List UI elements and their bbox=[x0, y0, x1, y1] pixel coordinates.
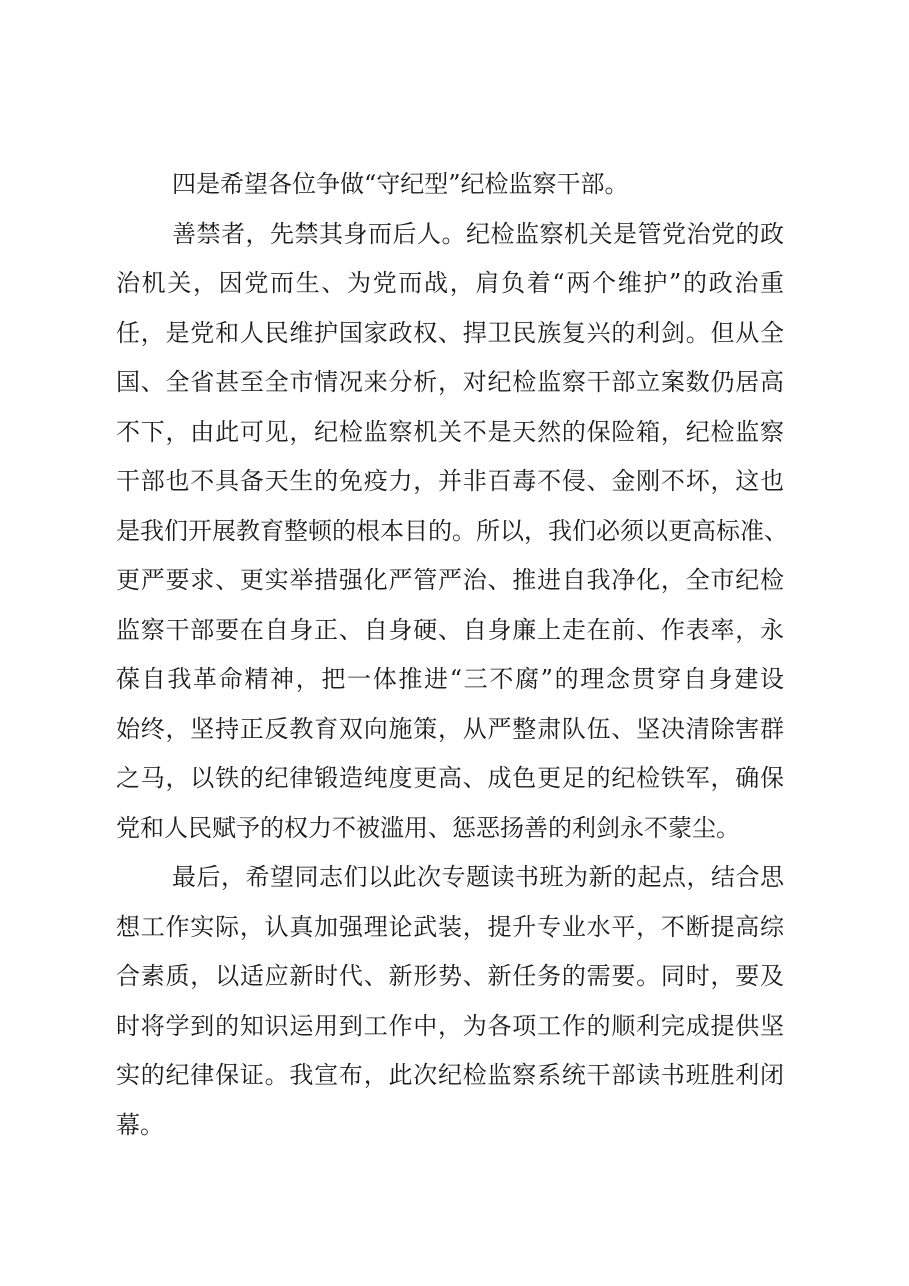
paragraph-1 bbox=[116, 160, 784, 210]
paragraph-line: 监察干部要在自身正、自身硬、自身廉上走在前、作表率，永 bbox=[116, 615, 784, 644]
paragraph-line: 四是希望各位争做“守纪型”纪检监察干部。 bbox=[172, 170, 629, 198]
paragraph-line: 是我们开展教育整顿的根本目的。所以，我们必须以更高标准、 bbox=[116, 516, 788, 545]
paragraph-2 bbox=[116, 210, 788, 854]
paragraph-line: 幕。 bbox=[116, 1110, 164, 1139]
paragraph-line: 任，是党和人民维护国家政权、捍卫民族复兴的利剑。但从全 bbox=[116, 318, 784, 347]
paragraph-3 bbox=[116, 853, 784, 1150]
paragraph-line: 之马，以铁的纪律锻造纯度更高、成色更足的纪检铁军，确保 bbox=[116, 764, 784, 792]
paragraph-line: 不下，由此可见，纪检监察机关不是天然的保险箱，纪检监察 bbox=[116, 417, 784, 446]
paragraph-line: 实的纪律保证。我宣布，此次纪检监察系统干部读书班胜利闭 bbox=[116, 1061, 784, 1089]
document-body bbox=[116, 160, 788, 1150]
paragraph-line: 国、全省甚至全市情况来分析，对纪检监察干部立案数仍居高 bbox=[116, 368, 784, 396]
paragraph-line: 干部也不具备天生的免疫力，并非百毒不侵、金刚不坏，这也 bbox=[116, 467, 784, 495]
paragraph-line: 最后，希望同志们以此次专题读书班为新的起点，结合思 bbox=[172, 863, 784, 891]
paragraph-line: 党和人民赋予的权力不被滥用、惩恶扬善的利剑永不蒙尘。 bbox=[116, 813, 740, 842]
paragraph-line: 善禁者，先禁其身而后人。纪检监察机关是管党治党的政 bbox=[172, 219, 784, 248]
paragraph-line: 合素质，以适应新时代、新形势、新任务的需要。同时，要及 bbox=[116, 962, 784, 990]
paragraph-line: 想工作实际，认真加强理论武装，提升专业水平，不断提高综 bbox=[116, 912, 784, 941]
paragraph-line: 始终，坚持正反教育双向施策，从严整肃队伍、坚决清除害群 bbox=[116, 714, 784, 743]
paragraph-line: 治机关，因党而生、为党而战，肩负着“两个维护”的政治重 bbox=[116, 269, 784, 297]
paragraph-line: 更严要求、更实举措强化严管严治、推进自我净化，全市纪检 bbox=[116, 566, 784, 594]
paragraph-line: 时将学到的知识运用到工作中，为各项工作的顺利完成提供坚 bbox=[116, 1011, 784, 1040]
paragraph-line: 葆自我革命精神，把一体推进“三不腐”的理念贯穿自身建设 bbox=[116, 665, 784, 693]
